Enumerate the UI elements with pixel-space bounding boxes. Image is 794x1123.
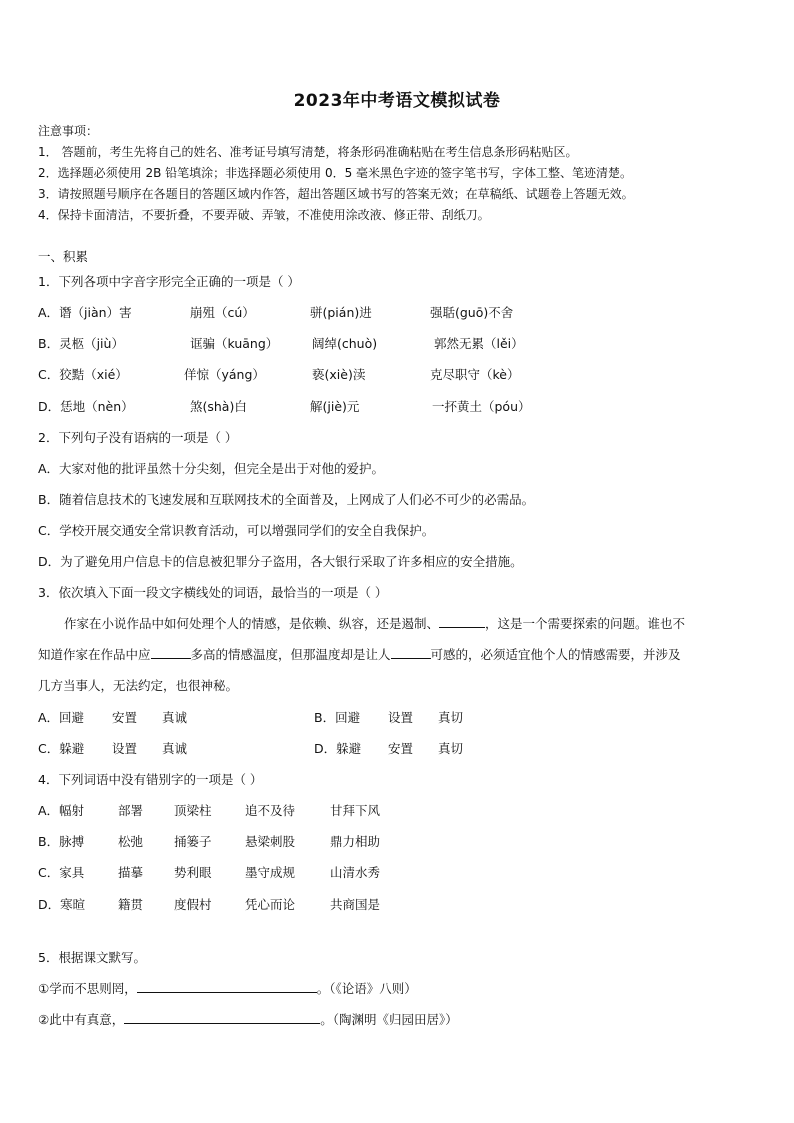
q1-option-a: A．谮（jiàn）害 — [38, 305, 132, 320]
q4-term: 部署 — [118, 803, 144, 818]
q1-term: 阔绰(chuò) — [312, 336, 378, 351]
q5-source: 。（陶渊明《归园田居》） — [320, 1012, 458, 1027]
q3-blank-3 — [391, 646, 431, 659]
q1-term: 煞(shà)白 — [190, 399, 247, 414]
q4-term: 捅篓子 — [174, 834, 212, 849]
q1-term: 亵(xiè)渎 — [312, 367, 366, 382]
q3-stem: 3．依次填入下面一段文字横线处的词语，最恰当的一项是（ ） — [38, 585, 388, 600]
q1-term: 骈(pián)进 — [310, 305, 372, 320]
q3-option-word: 真切 — [438, 710, 464, 725]
q5-prompt: ①学而不思则罔， — [38, 981, 137, 996]
q1-term: 诓骗（kuāng） — [190, 336, 279, 351]
q3-option-word: 真切 — [438, 741, 464, 756]
q3-option-word: C．躲避 — [38, 741, 85, 756]
q4-term: 悬梁刺股 — [245, 834, 296, 849]
q3-passage-line — [64, 614, 685, 632]
q5-answer-blank-1[interactable] — [137, 980, 317, 993]
q1-option-d: D．恁地（nèn） — [38, 399, 134, 414]
q4-term: 凭心而论 — [245, 897, 296, 912]
section-heading: 一、积累 — [38, 249, 89, 264]
q3-passage-line — [38, 645, 681, 663]
q4-term: 甘拜下风 — [330, 803, 381, 818]
q4-term: 墨守成规 — [245, 865, 296, 880]
q3-option-word: 安置 — [388, 741, 414, 756]
q3-option-word: 真诚 — [162, 710, 188, 725]
q5-stem: 5．根据课文默写。 — [38, 950, 146, 965]
q5-prompt: ②此中有真意， — [38, 1012, 125, 1027]
notes-item: 3．请按照题号顺序在各题目的答题区域内作答，超出答题区域书写的答案无效；在草稿纸、试题卷上答题无效。 — [38, 187, 634, 201]
q3-option-word: 安置 — [112, 710, 138, 725]
q1-option-b: B．灵柩（jiù） — [38, 336, 124, 351]
q3-blank-2 — [151, 646, 191, 659]
q4-option-d: D．寒暄 — [38, 897, 86, 912]
q1-term: 克尽职守（kè） — [430, 367, 520, 382]
q3-option-word: A．回避 — [38, 710, 85, 725]
page-title: 2023年中考语文模拟试卷 — [293, 91, 501, 111]
q3-text: 知道作家在作品中应 — [38, 647, 151, 662]
q4-option-c: C．家具 — [38, 865, 85, 880]
q2-option-c: C．学校开展交通安全常识教育活动，可以增强同学们的安全自我保护。 — [38, 523, 435, 538]
q4-term: 松弛 — [118, 834, 144, 849]
q5-line-2 — [38, 1010, 458, 1028]
q1-term: 佯惊（yáng） — [184, 367, 265, 382]
q4-term: 势利眼 — [174, 865, 212, 880]
q5-answer-blank-2[interactable] — [124, 1011, 320, 1024]
q4-option-a: A．幅射 — [38, 803, 85, 818]
q1-option-c: C．狡黠（xié） — [38, 367, 128, 382]
q3-option-word: 设置 — [112, 741, 138, 756]
q4-term: 鼎力相助 — [330, 834, 381, 849]
q3-option-word: 设置 — [388, 710, 414, 725]
q5-line-1 — [38, 979, 417, 997]
q3-blank-1 — [439, 615, 485, 628]
q1-stem: 1．下列各项中字音字形完全正确的一项是（ ） — [38, 274, 300, 289]
q3-text: 作家在小说作品中如何处理个人的情感，是依赖、纵容，还是遏制、 — [64, 616, 440, 631]
q4-term: 追不及待 — [245, 803, 296, 818]
q3-option-word: B．回避 — [314, 710, 361, 725]
q1-term: 崩殂（cú） — [190, 305, 255, 320]
q1-term: 解(jiè)元 — [310, 399, 360, 414]
q5-source: 。（《论语》八则） — [316, 981, 417, 996]
notes-item: 1． 答题前，考生先将自己的姓名、准考证号填写清楚，将条形码准确粘贴在考生信息条形码粘贴区。 — [38, 145, 578, 159]
q4-term: 山清水秀 — [330, 865, 381, 880]
q2-stem: 2．下列句子没有语病的一项是（ ） — [38, 430, 238, 445]
q1-term: 一抔黄土（póu） — [432, 399, 531, 414]
q3-text: ，这是一个需要探索的问题。谁也不 — [485, 616, 686, 631]
q2-option-d: D．为了避免用户信息卡的信息被犯罪分子盗用，各大银行采取了许多相应的安全措施。 — [38, 554, 523, 569]
q4-term: 籍贯 — [118, 897, 144, 912]
q1-term: 郭然无累（lěi） — [434, 336, 524, 351]
q4-term: 度假村 — [174, 897, 212, 912]
q4-stem: 4．下列词语中没有错别字的一项是（ ） — [38, 772, 263, 787]
notes-item: 4．保持卡面清洁，不要折叠，不要弄破、弄皱，不准使用涂改液、修正带、刮纸刀。 — [38, 208, 490, 222]
q3-text: 多高的情感温度，但那温度却是让人 — [190, 647, 391, 662]
q3-passage-line: 几方当事人，无法约定，也很神秘。 — [38, 678, 239, 693]
q2-option-b: B．随着信息技术的飞速发展和互联网技术的全面普及，上网成了人们必不可少的必需品。 — [38, 492, 535, 507]
q3-text: 可感的，必须适宜他个人的情感需要，并涉及 — [430, 647, 681, 662]
q3-option-word: D．躲避 — [314, 741, 362, 756]
q4-term: 共商国是 — [330, 897, 381, 912]
q2-option-a: A．大家对他的批评虽然十分尖刻，但完全是出于对他的爱护。 — [38, 461, 385, 476]
q4-term: 顶梁柱 — [174, 803, 212, 818]
notes-item: 2．选择题必须使用 2B 铅笔填涂；非选择题必须使用 0．5 毫米黑色字迹的签字笔书写，字体工整、笔迹清楚。 — [38, 166, 633, 180]
q3-option-word: 真诚 — [162, 741, 188, 756]
notes-heading: 注意事项： — [38, 124, 99, 138]
q4-option-b: B．脉搏 — [38, 834, 85, 849]
q1-term: 强聒(guō)不舍 — [430, 305, 514, 320]
q4-term: 描摹 — [118, 865, 144, 880]
